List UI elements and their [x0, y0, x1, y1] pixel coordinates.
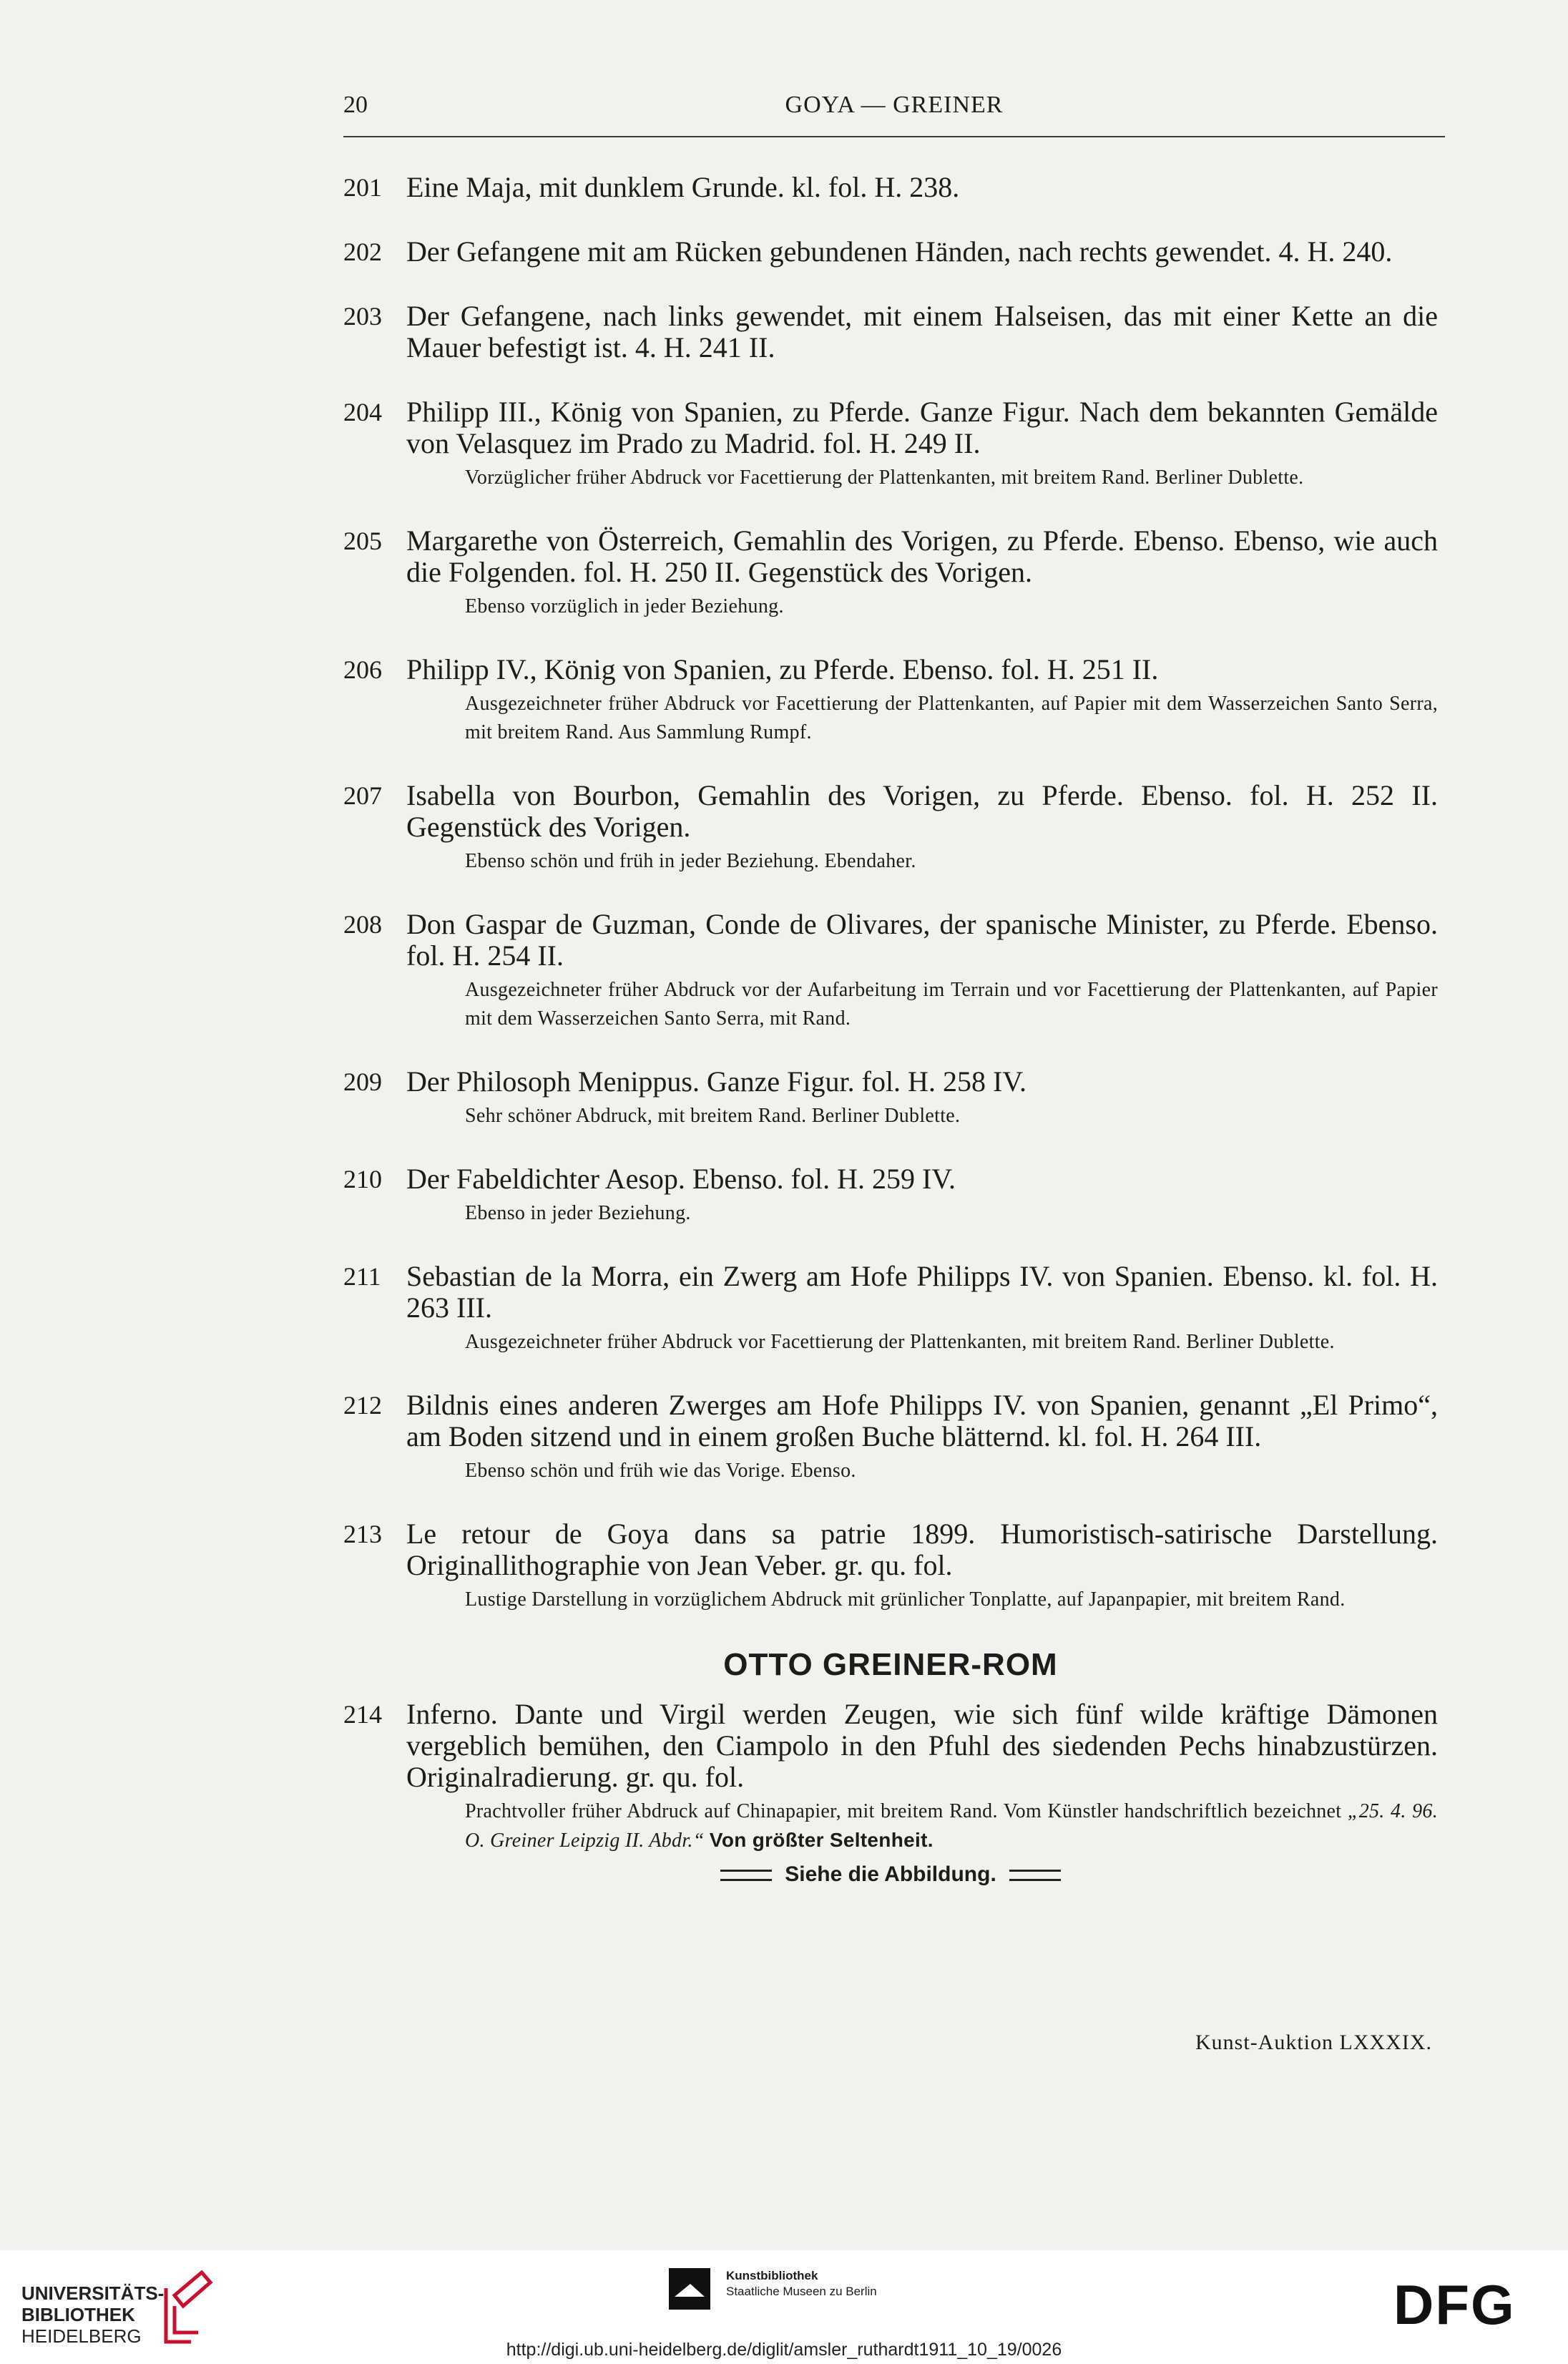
entry-text: Der Gefangene, nach links gewendet, mit einem Halseisen, das mit einer Kette an die Mauer befestigt ist. 4. H. 241 II.: [406, 300, 1438, 363]
rarity-note: Von größter Seltenheit.: [709, 1829, 934, 1851]
entry-note: Ebenso schön und früh wie das Vorige. Ebenso.: [465, 1460, 856, 1482]
entry-number: 214: [343, 1700, 382, 1729]
university-line-1: UNIVERSITÄTS-: [21, 2282, 165, 2304]
catalogue-entry: [343, 1066, 1438, 1130]
page-number: 20: [343, 92, 368, 118]
university-library-label: [21, 2282, 164, 2347]
entry-note: Ebenso schön und früh in jeder Beziehung. Ebendaher.: [465, 850, 916, 872]
kunstbibliothek-label: [726, 2268, 877, 2300]
entry-number: 208: [343, 910, 382, 939]
double-rule-right: [1009, 1870, 1061, 1881]
catalogue-entry: [343, 1518, 1438, 1614]
running-title: GOYA — GREINER: [785, 92, 1004, 118]
catalogue-entry: [343, 525, 1438, 621]
entry-number: 205: [343, 527, 382, 555]
permalink-url[interactable]: http://digi.ub.uni-heidelberg.de/diglit/amsler_ruthardt1911_10_19/0026: [506, 2340, 1062, 2360]
university-line-2: BIBLIOTHEK: [21, 2304, 135, 2325]
entry-text: Sebastian de la Morra, ein Zwerg am Hofe Philipps IV. von Spanien. Ebenso. kl. fol. H. 263 III.: [406, 1260, 1438, 1324]
catalogue-entry: [343, 301, 1438, 363]
entry-note: Lustige Darstellung in vorzüglichem Abdruck mit grünlicher Tonplatte, auf Japanpapier, mit breitem Rand.: [465, 1588, 1346, 1611]
entry-number: 211: [343, 1262, 381, 1291]
entry-note: Sehr schöner Abdruck, mit breitem Rand. Berliner Dublette.: [465, 1105, 961, 1127]
double-rule-left: [720, 1870, 772, 1881]
entry-number: 213: [343, 1520, 382, 1548]
running-head: [343, 92, 1445, 120]
entry-note: Ebenso in jeder Beziehung.: [465, 1202, 691, 1224]
kunstbibliothek-name: Kunstbibliothek: [726, 2269, 818, 2282]
entry-number: 210: [343, 1165, 382, 1193]
catalogue-entry: [343, 909, 1438, 1033]
kunstbibliothek-logo-icon: [669, 2268, 710, 2310]
catalogue-entry: [343, 1699, 1438, 1855]
artist-signature: „25. 4. 96. O. Greiner Leipzig II. Abdr.“: [465, 1800, 1439, 1852]
entry-text: Der Gefangene mit am Rücken gebundenen Händen, nach rechts gewendet. 4. H. 240.: [406, 235, 1393, 268]
entry-note: Ausgezeichneter früher Abdruck vor Facettierung der Plattenkanten, auf Papier mit dem Wasserzeichen Santo Serra, mit breitem Rand. Aus Sammlung Rumpf.: [465, 693, 1438, 743]
entry-text: Inferno. Dante und Virgil werden Zeugen, wie sich fünf wilde kräftige Dämonen vergeblich bemühen, den Ciampolo in den Pfuhl des siedenden Pechs hinabzustürzen. Originalradierung. gr. qu. fol.: [406, 1698, 1438, 1793]
entry-text: Bildnis eines anderen Zwerges am Hofe Philipps IV. von Spanien, genannt „El Primo“, am Boden sitzend und in einem großen Buche blätternd. kl. fol. H. 264 III.: [406, 1389, 1438, 1452]
entry-number: 212: [343, 1391, 382, 1420]
entry-text: Eine Maja, mit dunklem Grunde. kl. fol. H. 238.: [406, 171, 960, 203]
entry-note: Vorzüglicher früher Abdruck vor Facettierung der Plattenkanten, mit breitem Rand. Berliner Dublette.: [465, 467, 1304, 489]
entry-number: 201: [343, 173, 382, 202]
entry-number: 203: [343, 302, 382, 331]
catalogue-entry: [343, 396, 1438, 492]
catalogue-entry: [343, 1261, 1438, 1357]
entry-text: Der Fabeldichter Aesop. Ebenso. fol. H. 259 IV.: [406, 1163, 956, 1195]
entry-text: Isabella von Bourbon, Gemahlin des Vorigen, zu Pferde. Ebenso. fol. H. 252 II. Gegenstück des Vorigen.: [406, 779, 1438, 843]
entry-number: 207: [343, 781, 382, 810]
auction-footer: Kunst-Auktion LXXXIX.: [1195, 2031, 1432, 2054]
section-heading: OTTO GREINER-ROM: [723, 1647, 1058, 1682]
entry-note: [406, 1797, 1438, 1855]
entry-number: 206: [343, 655, 382, 684]
kunstbibliothek-sub: Staatliche Museen zu Berlin: [726, 2285, 877, 2298]
catalogue-entries: [343, 172, 1438, 1887]
entry-note: Ausgezeichneter früher Abdruck vor Facettierung der Plattenkanten, mit breitem Rand. Berliner Dublette.: [465, 1331, 1335, 1353]
catalogue-entry: [343, 780, 1438, 876]
catalogue-entry: [343, 1389, 1438, 1485]
entry-note: Ebenso vorzüglich in jeder Beziehung.: [465, 595, 784, 617]
entry-number: 204: [343, 398, 382, 426]
university-logo-icon: [159, 2267, 216, 2345]
catalogue-entry: [343, 236, 1438, 268]
note-start: Prachtvoller früher Abdruck auf Chinapapier, mit breitem Rand. Vom Künstler handschriftlich bezeichnet: [465, 1800, 1342, 1822]
university-line-3: HEIDELBERG: [21, 2325, 142, 2347]
entry-text: Margarethe von Österreich, Gemahlin des Vorigen, zu Pferde. Ebenso. Ebenso, wie auch die Folgenden. fol. H. 250 II. Gegenstück des Vorigen.: [406, 524, 1438, 588]
entry-text: Philipp III., König von Spanien, zu Pferde. Ganze Figur. Nach dem bekannten Gemälde von Velasquez im Prado zu Madrid. fol. H. 249 II.: [406, 396, 1438, 459]
entry-text: Le retour de Goya dans sa patrie 1899. Humoristisch-satirische Darstellung. Originallithographie von Jean Veber. gr. qu. fol.: [406, 1518, 1438, 1581]
catalogue-entry: [343, 1163, 1438, 1228]
illustration-note: Siehe die Abbildung.: [785, 1862, 996, 1886]
entry-text: Philipp IV., König von Spanien, zu Pferde. Ebenso. fol. H. 251 II.: [406, 653, 1159, 685]
entry-note: Ausgezeichneter früher Abdruck vor der Aufarbeitung im Terrain und vor Facettierung der Plattenkanten, auf Papier mit dem Wasserzeichen Santo Serra, mit Rand.: [465, 979, 1438, 1030]
catalogue-entry: [343, 654, 1438, 747]
entry-text: Don Gaspar de Guzman, Conde de Olivares, der spanische Minister, zu Pferde. Ebenso. fol. H. 254 II.: [406, 908, 1438, 972]
entry-number: 202: [343, 238, 382, 266]
entry-text: Der Philosoph Menippus. Ganze Figur. fol. H. 258 IV.: [406, 1065, 1026, 1098]
illustration-reference: [343, 1862, 1438, 1887]
catalogue-entry: [343, 172, 1438, 203]
entry-number: 209: [343, 1068, 382, 1096]
dfg-logo: DFG: [1393, 2273, 1516, 2336]
header-rule: [343, 136, 1445, 137]
